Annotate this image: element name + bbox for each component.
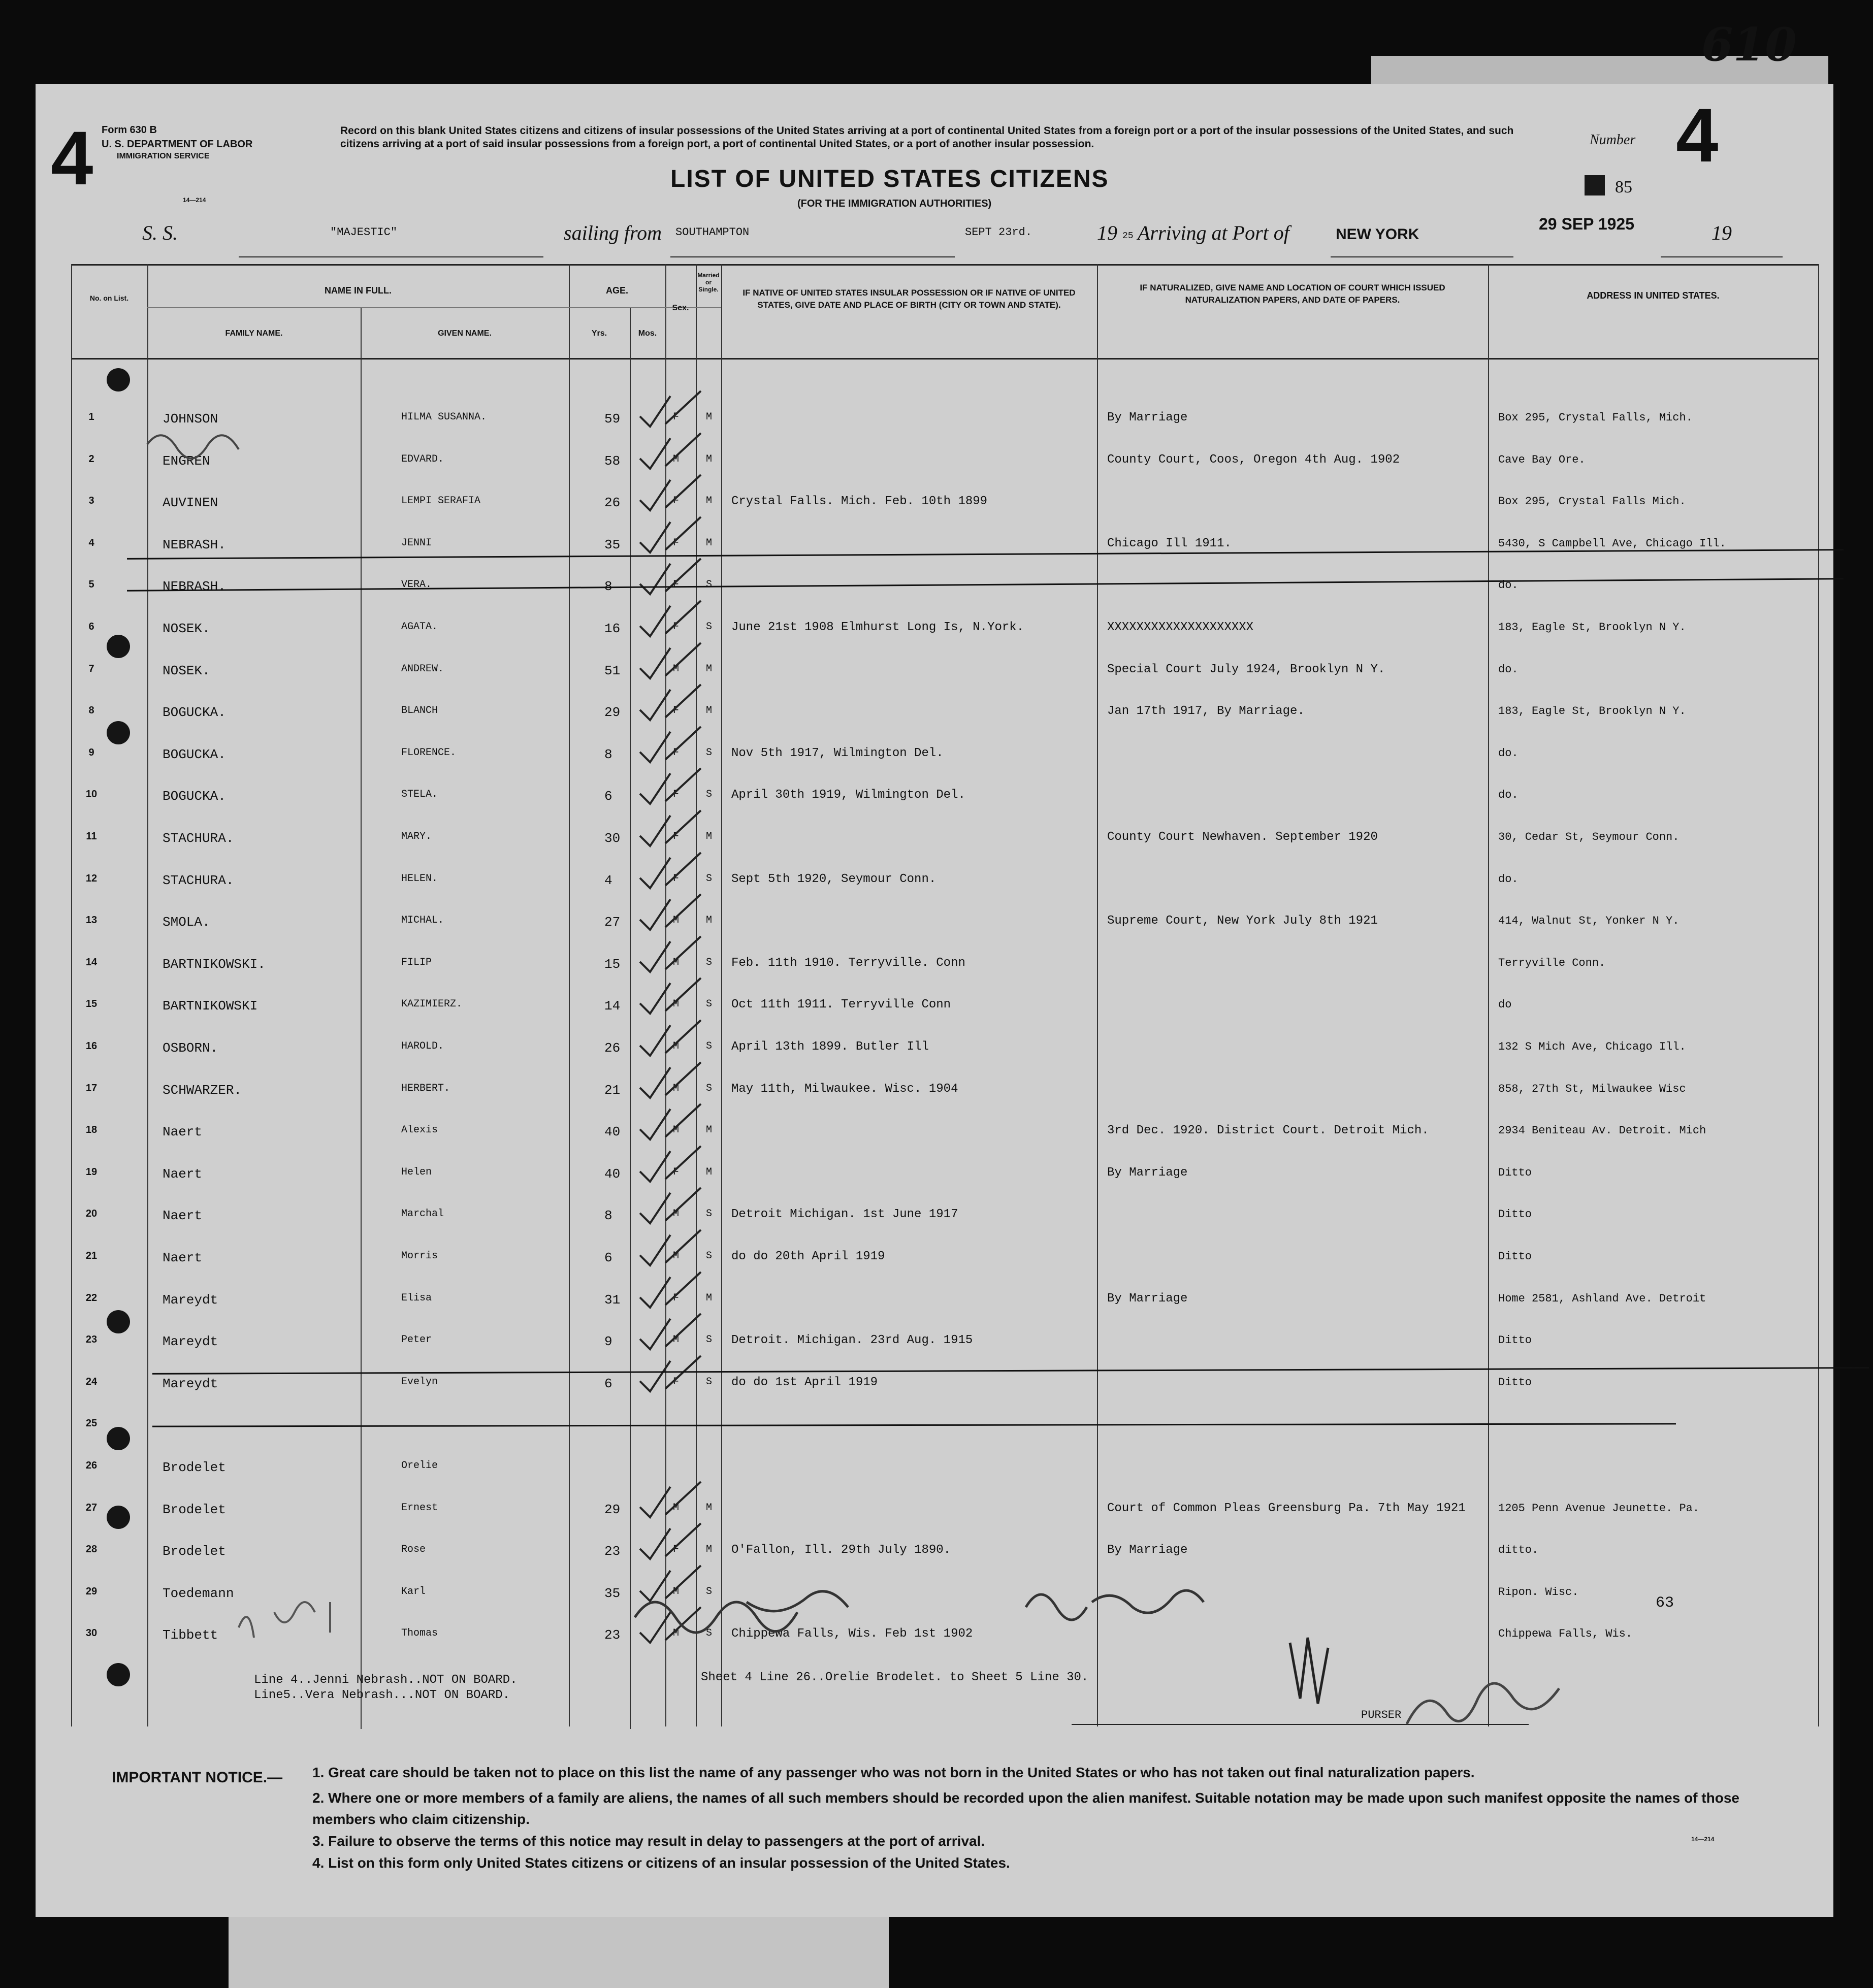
given-name: Peter <box>401 1334 432 1346</box>
naturalization-info: Chicago Ill 1911. <box>1107 536 1232 550</box>
given-name: Karl <box>401 1585 426 1598</box>
sex: F <box>673 579 680 591</box>
age-years: 51 <box>604 663 621 678</box>
given-name: HERBERT. <box>401 1082 450 1094</box>
family-name: Tibbett <box>163 1627 218 1643</box>
naturalization-info: By Marriage <box>1107 1165 1188 1180</box>
marital-status: M <box>706 537 713 549</box>
family-name: ENGREN <box>163 453 210 469</box>
family-name: JOHNSON <box>163 411 218 427</box>
sex: M <box>673 1334 680 1346</box>
sex: M <box>673 956 680 968</box>
row-number: 19 <box>85 1166 98 1178</box>
given-name: MARY. <box>401 831 432 842</box>
row-number: 6 <box>88 621 94 632</box>
address: Ditto <box>1498 1208 1532 1221</box>
purser-label: PURSER <box>1361 1709 1402 1721</box>
number-label: Number <box>1590 132 1636 148</box>
age-years: 26 <box>604 1040 621 1056</box>
address: Ditto <box>1498 1166 1532 1179</box>
notice-item-2: 2. Where one or more members of a family are aliens, the names of all such members should be recorded upon the alien manifest. Suitable notation may be made upon such manifest opposite the names of those members who claim citizenship. <box>312 1790 1739 1827</box>
sex: F <box>673 621 680 633</box>
address: 30, Cedar St, Seymour Conn. <box>1498 831 1680 843</box>
sail-year: 25 <box>1122 231 1134 241</box>
family-name: Naert <box>163 1124 203 1140</box>
given-name: AGATA. <box>401 621 438 633</box>
age-years: 6 <box>604 789 612 804</box>
age-years: 59 <box>604 411 621 427</box>
address: Box 295, Crystal Falls, Mich. <box>1498 411 1693 424</box>
given-name: ANDREW. <box>401 663 444 675</box>
sex: M <box>673 663 680 675</box>
ss-label: S. S. <box>142 221 178 244</box>
sex: F <box>673 411 680 423</box>
row-number: 10 <box>85 789 98 800</box>
given-name: LEMPI SERAFIA <box>401 495 481 507</box>
birth-info: Detroit Michigan. 1st June 1917 <box>731 1208 958 1222</box>
port-from: SOUTHAMPTON <box>675 226 750 239</box>
family-name: Toedemann <box>163 1585 234 1601</box>
given-name: FILIP <box>401 956 432 968</box>
given-name: HELEN. <box>401 872 438 885</box>
address: Ditto <box>1498 1376 1532 1389</box>
year-label-1: 19 <box>1097 221 1117 244</box>
age-years: 16 <box>604 621 621 636</box>
family-name: NEBRASH. <box>163 537 226 552</box>
family-name: SMOLA. <box>163 915 210 930</box>
address: 132 S Mich Ave, Chicago Ill. <box>1498 1040 1686 1053</box>
header-given-name: GIVEN NAME. <box>438 329 492 338</box>
given-name: KAZIMIERZ. <box>401 998 463 1011</box>
arriving-label: Arriving at Port of <box>1138 221 1289 244</box>
sex: M <box>673 915 680 927</box>
page-subtitle: (FOR THE IMMIGRATION AUTHORITIES) <box>797 198 992 209</box>
row-number: 7 <box>88 663 94 674</box>
age-years: 40 <box>604 1124 621 1140</box>
birth-info: do do 1st April 1919 <box>731 1375 878 1389</box>
print-code-bottom: 14—214 <box>1691 1836 1715 1843</box>
birth-info: Nov 5th 1917, Wilmington Del. <box>731 746 944 760</box>
row-number: 13 <box>85 915 98 926</box>
birth-info: April 13th 1899. Butler Ill <box>731 1040 929 1054</box>
birth-info: Oct 11th 1911. Terryville Conn <box>731 998 951 1012</box>
marital-status: S <box>706 789 713 801</box>
age-years: 26 <box>604 495 621 511</box>
age-years: 23 <box>604 1544 621 1559</box>
family-name: Mareydt <box>163 1334 218 1350</box>
naturalization-info: Special Court July 1924, Brooklyn N Y. <box>1107 662 1385 676</box>
family-name: BOGUCKA. <box>163 705 226 721</box>
form-instructions: Record on this blank United States citizens and citizens of insular possessions of the United States arriving at a port of continental United States from a foreign port or a port of the insular possessions of the United States, and such citizens arriving at a port of said insular possessions from a foreign port, a port of continental United States, or a port of another insular possession. <box>340 125 1514 150</box>
header-list-no: No. on List. <box>89 294 129 302</box>
marital-status: M <box>706 1292 713 1304</box>
address: Home 2581, Ashland Ave. Detroit <box>1498 1292 1706 1305</box>
sailing-from-label: sailing from <box>564 221 662 244</box>
family-name: NOSEK. <box>163 621 210 636</box>
given-name: Orelie <box>401 1460 438 1472</box>
address: Cave Bay Ore. <box>1498 453 1586 466</box>
family-name: NOSEK. <box>163 663 210 678</box>
naturalization-info: County Court, Coos, Oregon 4th Aug. 1902 <box>1107 452 1400 467</box>
row-number: 22 <box>85 1292 98 1303</box>
naturalization-info: By Marriage <box>1107 1291 1188 1306</box>
birth-info: O'Fallon, Ill. 29th July 1890. <box>731 1543 951 1557</box>
given-name: Marchal <box>401 1208 444 1220</box>
marital-status: M <box>706 1124 713 1136</box>
age-years: 29 <box>604 1502 621 1517</box>
address: Terryville Conn. <box>1498 956 1606 969</box>
age-years: 9 <box>604 1334 612 1350</box>
manifest-sheet <box>36 18 1833 1917</box>
year-label-2: 19 <box>1711 221 1732 244</box>
address: Ditto <box>1498 1250 1532 1263</box>
birth-info: Crystal Falls. Mich. Feb. 10th 1899 <box>731 495 988 509</box>
marital-status: S <box>706 1585 713 1598</box>
age-years: 35 <box>604 1585 621 1601</box>
print-code-top: 14—214 <box>183 197 206 204</box>
row-number: 21 <box>85 1250 98 1261</box>
address: do. <box>1498 746 1519 760</box>
family-name: Brodelet <box>163 1502 226 1517</box>
sex: M <box>673 453 680 465</box>
sex: M <box>673 1208 680 1220</box>
given-name: Ernest <box>401 1502 438 1514</box>
birth-info: Feb. 11th 1910. Terryville. Conn <box>731 956 965 970</box>
row-number: 16 <box>85 1040 98 1052</box>
birth-info: do do 20th April 1919 <box>731 1250 885 1263</box>
footer-count: 63 <box>1656 1594 1674 1612</box>
notice-item-4: 4. List on this form only United States citizens or citizens of an insular possession of the United States. <box>312 1855 1010 1871</box>
address: do. <box>1498 579 1519 592</box>
age-years: 8 <box>604 746 612 762</box>
marital-status: M <box>706 915 713 927</box>
sex: F <box>673 705 680 717</box>
footer-note-line4: Line 4..Jenni Nebrash..NOT ON BOARD. <box>254 1673 518 1687</box>
given-name: EDVARD. <box>401 453 444 465</box>
family-name: NEBRASH. <box>163 579 226 595</box>
row-number: 11 <box>86 831 97 842</box>
marital-status: S <box>706 746 713 759</box>
naturalization-info: By Marriage <box>1107 1543 1188 1557</box>
row-number: 29 <box>85 1585 98 1597</box>
marital-status: M <box>706 1166 713 1178</box>
birth-info: April 30th 1919, Wilmington Del. <box>731 788 965 802</box>
address: do. <box>1498 789 1519 802</box>
row-number: 24 <box>85 1376 98 1387</box>
family-name: SCHWARZER. <box>163 1082 242 1098</box>
age-years: 6 <box>604 1376 612 1391</box>
sex: F <box>673 495 680 507</box>
address: 414, Walnut St, Yonker N Y. <box>1498 915 1680 928</box>
department-label: U. S. DEPARTMENT OF LABOR <box>102 139 253 150</box>
row-number: 14 <box>85 956 98 968</box>
row-number: 18 <box>85 1124 98 1136</box>
sex: F <box>673 789 680 801</box>
given-name: Morris <box>401 1250 438 1262</box>
family-name: Mareydt <box>163 1292 218 1308</box>
header-age: AGE. <box>605 285 628 296</box>
age-years: 27 <box>604 915 621 930</box>
address: 183, Eagle St, Brooklyn N Y. <box>1498 705 1686 718</box>
given-name: STELA. <box>401 789 438 801</box>
given-name: Elisa <box>401 1292 432 1304</box>
sex: M <box>673 1250 680 1262</box>
sex: F <box>673 872 680 885</box>
family-name: BARTNIKOWSKI <box>163 998 258 1014</box>
form-number: Form 630 B <box>102 124 157 136</box>
sex: F <box>673 831 680 842</box>
age-years: 15 <box>604 956 621 972</box>
sex: F <box>673 746 680 759</box>
age-years: 4 <box>604 872 612 888</box>
naturalization-info: County Court Newhaven. September 1920 <box>1107 830 1378 844</box>
age-years: 30 <box>604 831 621 846</box>
given-name: Evelyn <box>401 1376 438 1388</box>
address: 183, Eagle St, Brooklyn N Y. <box>1498 621 1686 634</box>
naturalization-info: Court of Common Pleas Greensburg Pa. 7th May 1921 <box>1107 1501 1466 1515</box>
birth-info: Chippewa Falls, Wis. Feb 1st 1902 <box>731 1627 973 1641</box>
age-years: 6 <box>604 1250 612 1265</box>
marital-status: S <box>706 1208 713 1220</box>
row-number: 5 <box>88 579 94 591</box>
age-years: 21 <box>604 1082 621 1098</box>
family-name: Naert <box>163 1208 203 1224</box>
family-name: BOGUCKA. <box>163 789 226 804</box>
header-name-in-full: NAME IN FULL. <box>325 285 392 296</box>
age-years: 31 <box>604 1292 621 1308</box>
arrival-date-stamp: 29 SEP 1925 <box>1539 215 1635 233</box>
row-number: 28 <box>85 1544 98 1555</box>
row-number: 23 <box>85 1334 98 1346</box>
address: ditto. <box>1498 1544 1539 1557</box>
sex: F <box>673 1292 680 1304</box>
sex: M <box>673 1082 680 1094</box>
age-years: 23 <box>604 1627 621 1643</box>
marital-status: S <box>706 1250 713 1262</box>
sex: M <box>673 1124 680 1136</box>
naturalization-info: Jan 17th 1917, By Marriage. <box>1107 704 1305 719</box>
age-years: 40 <box>604 1166 621 1182</box>
header-marital: Married or Single. <box>697 272 720 293</box>
bottom-stub <box>229 1917 889 1988</box>
given-name: BLANCH <box>401 705 438 717</box>
family-name: Brodelet <box>163 1544 226 1559</box>
given-name: FLORENCE. <box>401 746 457 759</box>
sex: F <box>673 537 680 549</box>
footer-note-transfer: Sheet 4 Line 26..Orelie Brodelet. to Sheet 5 Line 30. <box>701 1671 1089 1684</box>
address: 2934 Beniteau Av. Detroit. Mich <box>1498 1124 1706 1137</box>
address: do. <box>1498 872 1519 886</box>
naturalization-info: XXXXXXXXXXXXXXXXXXXX <box>1107 621 1254 634</box>
family-name: STACHURA. <box>163 831 234 846</box>
family-name: AUVINEN <box>163 495 218 511</box>
ship-name: "MAJESTIC" <box>330 226 398 239</box>
address: Ditto <box>1498 1334 1532 1347</box>
sex: M <box>673 1585 680 1598</box>
marital-status: M <box>706 705 713 717</box>
header-address: ADDRESS IN UNITED STATES. <box>1587 290 1720 301</box>
age-years: 58 <box>604 453 621 469</box>
sex: F <box>673 1166 680 1178</box>
family-name: Mareydt <box>163 1376 218 1391</box>
row-number: 17 <box>85 1082 98 1094</box>
birth-info: Detroit. Michigan. 23rd Aug. 1915 <box>731 1333 973 1348</box>
header-family-name: FAMILY NAME. <box>225 329 283 338</box>
family-name: STACHURA. <box>163 872 234 888</box>
marital-status: M <box>706 453 713 465</box>
naturalization-info: Supreme Court, New York July 8th 1921 <box>1107 914 1378 928</box>
birth-info: Sept 5th 1920, Seymour Conn. <box>731 872 936 886</box>
sheet-stamp: 610 <box>1701 18 1797 72</box>
address: 5430, S Campbell Ave, Chicago Ill. <box>1498 537 1726 550</box>
given-name: HAROLD. <box>401 1040 444 1052</box>
row-number: 2 <box>88 453 94 465</box>
family-name: BARTNIKOWSKI. <box>163 956 266 972</box>
marital-status: S <box>706 998 713 1011</box>
row-number: 27 <box>85 1502 98 1513</box>
header-birth: IF NATIVE OF UNITED STATES INSULAR POSSESSION OR IF NATIVE OF UNITED STATES, GIVE DATE AND PLACE OF BIRTH (CITY OR TOWN AND STATE). <box>742 288 1076 310</box>
family-name: OSBORN. <box>163 1040 218 1056</box>
notice-label: IMPORTANT NOTICE.— <box>112 1769 283 1786</box>
sex: M <box>673 998 680 1011</box>
naturalization-info: 3rd Dec. 1920. District Court. Detroit Mich. <box>1107 1124 1429 1138</box>
address: Box 295, Crystal Falls Mich. <box>1498 495 1686 508</box>
notice-item-1: 1. Great care should be taken not to place on this list the name of any passenger who was not born in the United States or who has not taken out final naturalization papers. <box>312 1765 1475 1780</box>
corner-number-right: 4 <box>1676 92 1719 178</box>
arrival-port: NEW YORK <box>1336 226 1419 243</box>
marital-status: S <box>706 1627 713 1640</box>
given-name: Alexis <box>401 1124 438 1136</box>
marital-status: M <box>706 1544 713 1556</box>
row-number: 9 <box>88 746 94 758</box>
given-name: VERA. <box>401 579 432 591</box>
family-name: BOGUCKA. <box>163 746 226 762</box>
marital-status: S <box>706 621 713 633</box>
marital-status: S <box>706 1082 713 1094</box>
sex: M <box>673 1627 680 1640</box>
row-number: 1 <box>88 411 94 422</box>
marital-status: M <box>706 831 713 842</box>
header-naturalized: IF NATURALIZED, GIVE NAME AND LOCATION OF COURT WHICH ISSUED NATURALIZATION PAPERS, AND DATE OF PAPERS. <box>1140 283 1445 305</box>
row-number: 25 <box>85 1418 98 1429</box>
address: Chippewa Falls, Wis. <box>1498 1627 1633 1641</box>
header-yrs: Yrs. <box>591 329 607 338</box>
marital-status: S <box>706 872 713 885</box>
row-number: 15 <box>85 998 98 1010</box>
marital-status: M <box>706 663 713 675</box>
row-number: 26 <box>85 1460 98 1471</box>
sex: M <box>673 1502 680 1514</box>
row-number: 30 <box>85 1627 98 1639</box>
row-number: 8 <box>88 705 94 716</box>
marital-status: S <box>706 1376 713 1388</box>
notice-item-3: 3. Failure to observe the terms of this notice may result in delay to passengers at the port of arrival. <box>312 1833 985 1849</box>
sex: M <box>673 1040 680 1052</box>
sex: F <box>673 1544 680 1556</box>
sex: F <box>673 1376 680 1388</box>
header-sex: Sex. <box>672 304 689 312</box>
service-label: IMMIGRATION SERVICE <box>117 152 210 160</box>
address: do. <box>1498 663 1519 676</box>
marital-status: M <box>706 1502 713 1514</box>
age-years: 35 <box>604 537 621 552</box>
corner-number-left: 4 <box>51 115 93 201</box>
age-years: 8 <box>604 1208 612 1224</box>
marital-status: S <box>706 579 713 591</box>
address: 1205 Penn Avenue Jeunette. Pa. <box>1498 1502 1700 1515</box>
age-years: 29 <box>604 705 621 721</box>
given-name: Thomas <box>401 1627 438 1640</box>
row-number: 12 <box>85 872 98 884</box>
marital-status: S <box>706 1040 713 1052</box>
birth-info: May 11th, Milwaukee. Wisc. 1904 <box>731 1082 958 1096</box>
given-name: MICHAL. <box>401 915 444 927</box>
address: 858, 27th St, Milwaukee Wisc <box>1498 1082 1686 1095</box>
row-number: 20 <box>85 1208 98 1220</box>
list-number: 85 <box>1615 178 1632 197</box>
marital-status: S <box>706 956 713 968</box>
naturalization-info: By Marriage <box>1107 411 1188 425</box>
row-number: 4 <box>88 537 94 548</box>
family-name: Naert <box>163 1166 203 1182</box>
marital-status: S <box>706 1334 713 1346</box>
given-name: JENNI <box>401 537 432 549</box>
address: do <box>1498 998 1512 1012</box>
address: Ripon. Wisc. <box>1498 1585 1579 1599</box>
header-mos: Mos. <box>638 329 657 338</box>
given-name: Helen <box>401 1166 432 1178</box>
given-name: Rose <box>401 1544 426 1556</box>
family-name: Brodelet <box>163 1460 226 1475</box>
row-number: 3 <box>88 495 94 507</box>
age-years: 14 <box>604 998 621 1014</box>
marital-status: M <box>706 411 713 423</box>
footer-note-line5: Line5..Vera Nebrash...NOT ON BOARD. <box>254 1688 510 1702</box>
page-title: LIST OF UNITED STATES CITIZENS <box>670 166 1109 192</box>
birth-info: June 21st 1908 Elmhurst Long Is, N.York. <box>731 621 1024 634</box>
marital-status: M <box>706 495 713 507</box>
handwritten-signatures <box>36 84 1833 1917</box>
sail-date: SEPT 23rd. <box>965 226 1032 239</box>
family-name: Naert <box>163 1250 203 1265</box>
given-name: HILMA SUSANNA. <box>401 411 487 423</box>
